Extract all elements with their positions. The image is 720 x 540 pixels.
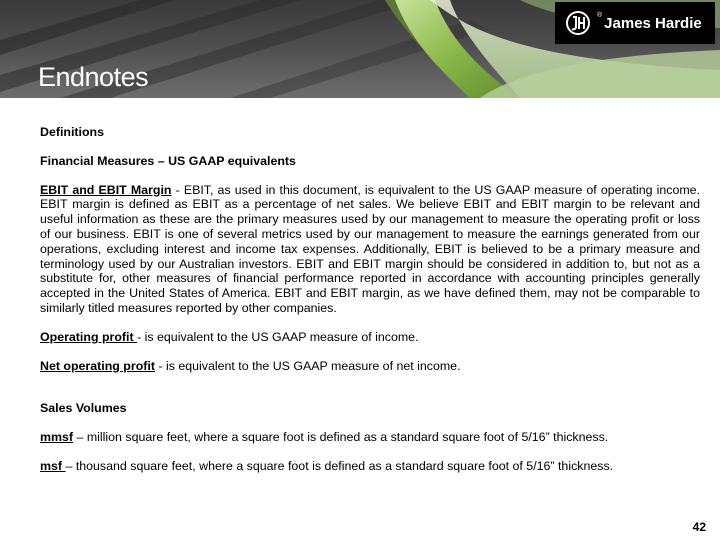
header-banner (0, 0, 720, 98)
jh-logo-icon (565, 10, 591, 36)
net-operating-profit-definition (40, 359, 700, 374)
msf-text: – thousand square feet, where a square foot is defined as a standard square foot of 5/16” thickness. (65, 458, 614, 473)
page-number: 42 (692, 520, 706, 534)
endnotes-content (40, 125, 700, 474)
msf-term: msf (40, 458, 66, 473)
operating-profit-text: - is equivalent to the US GAAP measure of income. (137, 329, 419, 344)
ebit-definition (40, 183, 700, 316)
mmsf-term: mmsf (40, 430, 74, 445)
financial-measures-heading: Financial Measures – US GAAP equivalents (40, 153, 296, 168)
operating-profit-term: Operating profit (40, 329, 138, 344)
sales-volumes-heading: Sales Volumes (40, 401, 127, 416)
brand-name: James Hardie (604, 14, 702, 32)
mmsf-definition (40, 430, 700, 445)
registered-mark: ® (597, 11, 603, 19)
ebit-text: - EBIT, as used in this document, is equivalent to the US GAAP measure of operating income. EBIT margin is defined as EBIT as a percentage of net sales. We believe EBIT and EBIT margin to be relevant and useful information as these are the primary measures used by our management to measure the operating profit or loss of our business. EBIT is one of several metrics used by our management to measure the earnings generated from our operations, excluding interest and income tax expenses. Additionally, EBIT is believed to be a primary measure and terminology used by our Australian investors. EBIT and EBIT margin should be considered in addition to, but not as a substitute for, other measures of financial performance reported in accordance with accounting principles generally accepted in the United States of America. EBIT and EBIT margin, as we have defined them, may not be comparable to similarly titled measures reported by other companies. (40, 182, 700, 315)
msf-definition (40, 459, 700, 474)
mmsf-text: – million square feet, where a square foot is defined as a standard square foot of 5/16” thickness. (73, 430, 609, 445)
page-title: Endnotes (38, 62, 149, 92)
definitions-heading: Definitions (40, 125, 105, 139)
net-operating-profit-term: Net operating profit (40, 358, 155, 373)
operating-profit-definition (40, 330, 700, 345)
net-operating-profit-text: - is equivalent to the US GAAP measure of net income. (154, 358, 461, 373)
james-hardie-logo (555, 2, 715, 44)
ebit-term: EBIT and EBIT Margin (40, 182, 172, 197)
